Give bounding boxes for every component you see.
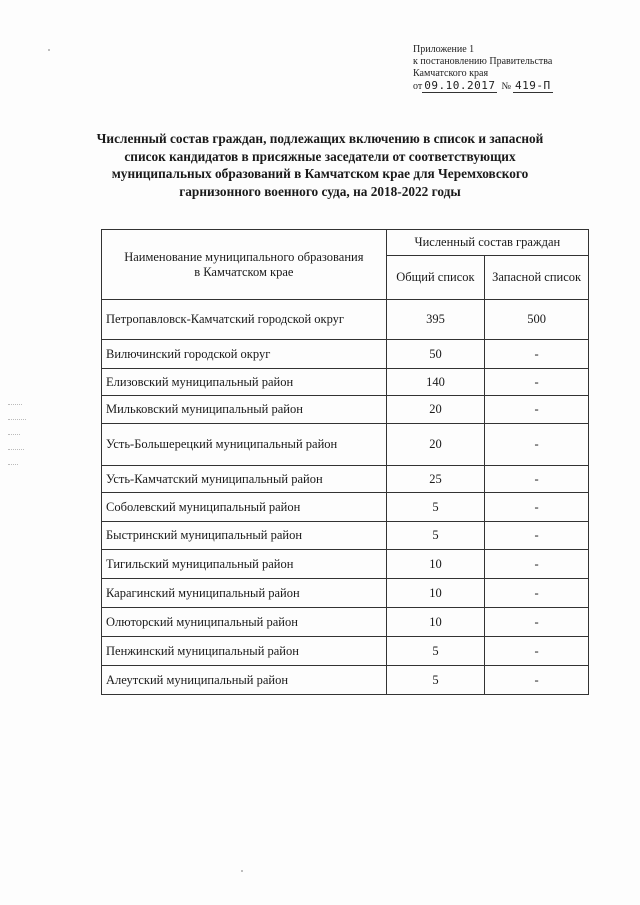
table-row [102,424,589,466]
table-row [102,522,589,550]
row-main-cell: 5 [386,666,485,695]
row-reserve-cell: - [485,666,589,695]
appendix-line-2: к постановлению Правительства [413,56,553,67]
table-row [102,550,589,579]
row-name-cell: Алеутский муниципальный район [102,666,387,695]
row-main-cell: 5 [386,493,485,522]
margin-marks [8,400,30,465]
row-main-cell: 50 [386,340,485,369]
scan-speck [48,49,50,51]
table-row [102,466,589,493]
row-name-cell: Елизовский муниципальный район [102,369,387,396]
table-row [102,300,589,340]
row-name-cell: Соболевский муниципальный район [102,493,387,522]
appendix-block [413,44,553,93]
table-body [102,300,589,695]
appendix-from-label: от [413,81,423,92]
row-reserve-cell: - [485,396,589,424]
row-name-cell: Тигильский муниципальный район [102,550,387,579]
row-main-cell: 10 [386,608,485,637]
row-name-cell: Вилючинский городской округ [102,340,387,369]
row-name-cell: Быстринский муниципальный район [102,522,387,550]
row-main-cell: 5 [386,637,485,666]
row-name-cell: Пенжинский муниципальный район [102,637,387,666]
appendix-date-line [413,80,553,93]
scan-speck [241,870,243,872]
appendix-date: 09.10.2017 [424,79,496,92]
header-name: Наименование муниципального образования в Камчатском крае [102,230,387,300]
appendix-line-1: Приложение 1 [413,44,475,55]
appendix-number: 419-П [515,79,551,92]
row-reserve-cell: - [485,340,589,369]
table-row [102,396,589,424]
row-main-cell: 25 [386,466,485,493]
row-main-cell: 20 [386,396,485,424]
appendix-line-3: Камчатского края [413,68,489,79]
table-row [102,493,589,522]
table-row [102,608,589,637]
row-name-cell: Усть-Большерецкий муниципальный район [102,424,387,466]
citizens-table [101,229,589,695]
row-main-cell: 10 [386,579,485,608]
row-name-cell: Усть-Камчатский муниципальный район [102,466,387,493]
appendix-number-sign: № [501,81,512,92]
header-main: Общий список [386,256,485,300]
header-reserve: Запасной список [485,256,589,300]
table-row [102,340,589,369]
row-main-cell: 5 [386,522,485,550]
row-main-cell: 10 [386,550,485,579]
row-reserve-cell: - [485,369,589,396]
row-main-cell: 395 [386,300,485,340]
table-row [102,369,589,396]
row-reserve-cell: - [485,637,589,666]
table-row [102,637,589,666]
row-reserve-cell: - [485,466,589,493]
document-title: Численный состав граждан, подлежащих включению в список и запасной список кандидатов в присяжные заседатели от соответствующих муниципальных образований в Камчатском крае для Черемховского гарнизонного военного суда, на 2018-2022 годы [96,131,544,199]
row-reserve-cell: - [485,608,589,637]
row-reserve-cell: - [485,550,589,579]
row-reserve-cell: - [485,579,589,608]
row-reserve-cell: 500 [485,300,589,340]
row-reserve-cell: - [485,424,589,466]
row-main-cell: 20 [386,424,485,466]
row-reserve-cell: - [485,493,589,522]
table-row [102,666,589,695]
row-name-cell: Петропавловск-Камчатский городской округ [102,300,387,340]
table-row [102,579,589,608]
row-reserve-cell: - [485,522,589,550]
row-name-cell: Олюторский муниципальный район [102,608,387,637]
row-name-cell: Карагинский муниципальный район [102,579,387,608]
header-group: Численный состав граждан [386,230,588,256]
row-main-cell: 140 [386,369,485,396]
row-name-cell: Мильковский муниципальный район [102,396,387,424]
